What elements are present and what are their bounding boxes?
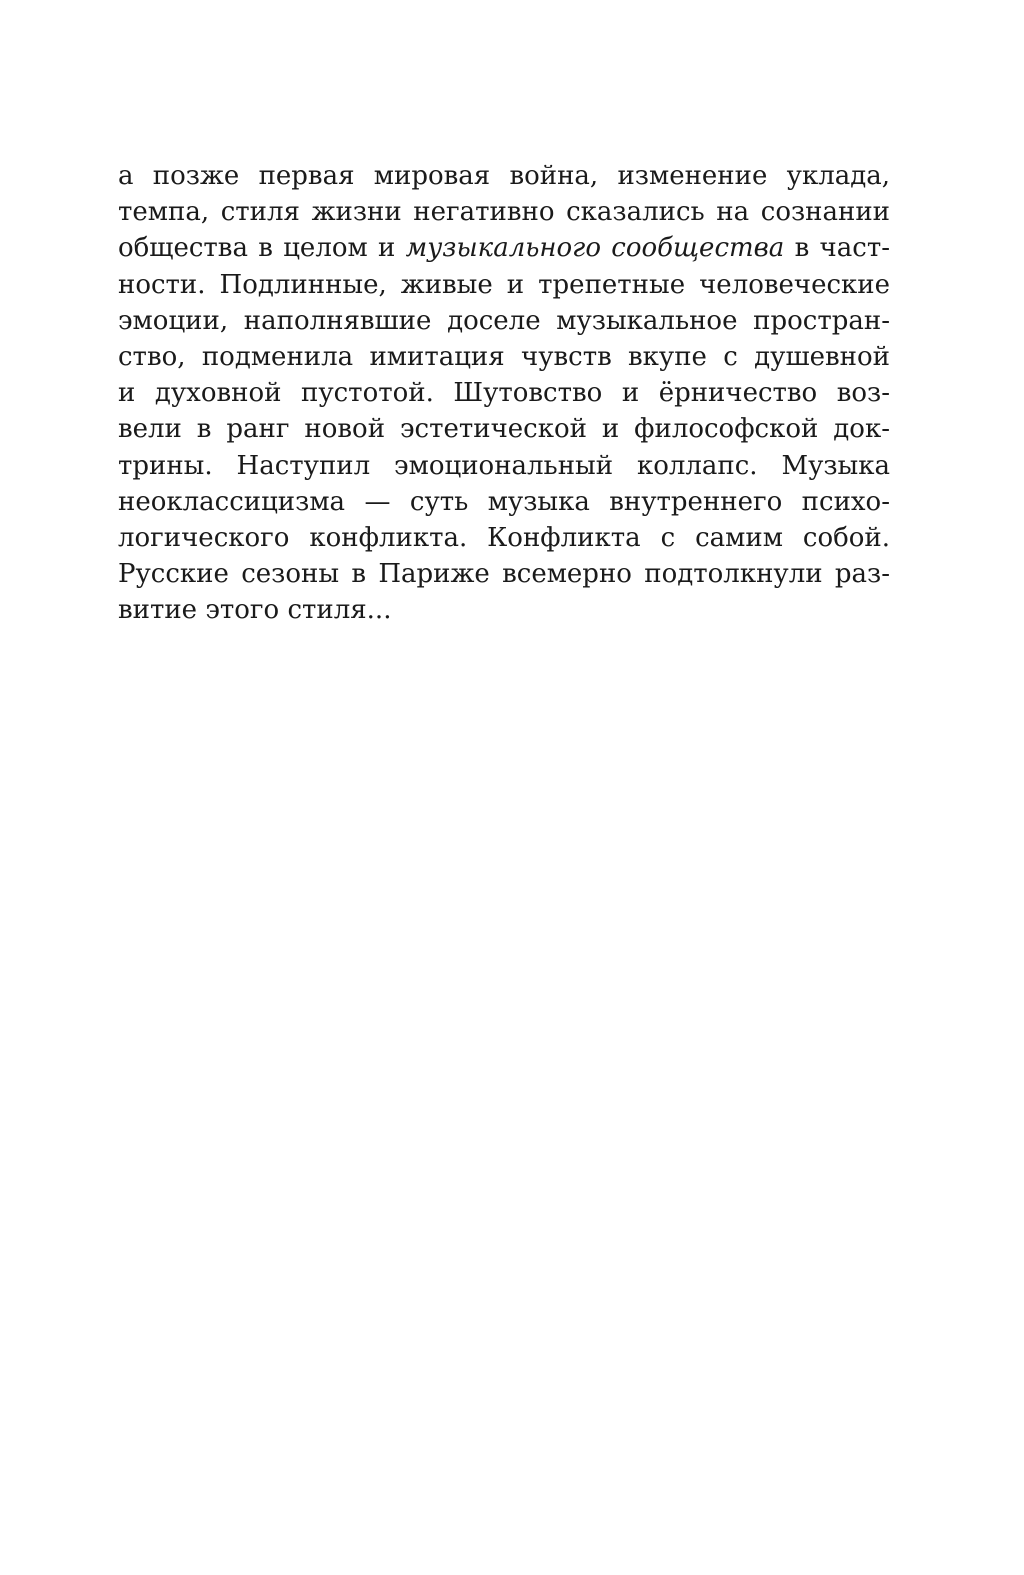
text-line: трины. Наступил эмоциональный коллапс. Музыка: [118, 450, 890, 481]
text-line: вели в ранг новой эстетической и философской док-: [118, 414, 890, 445]
text-line: Русские сезоны в Париже всемерно подтолкнули раз-: [118, 559, 890, 590]
text-line: и духовной пустотой. Шутовство и ёрничество воз-: [118, 378, 890, 409]
italic-phrase: музыкального сообщества: [405, 233, 785, 264]
text-segment: в част-: [784, 233, 890, 264]
text-line: витие этого стиля...: [118, 595, 392, 626]
text-line: а позже первая мировая война, изменение уклада,: [118, 161, 890, 191]
text-segment: общества в целом и: [118, 233, 406, 264]
text-line: ство, подменила имитация чувств вкупе с душевной: [118, 341, 890, 372]
text-line: эмоции, наполнявшие доселе музыкальное простран-: [118, 305, 890, 336]
text-line: ности. Подлинные, живые и трепетные человеческие: [118, 269, 890, 300]
text-line: логического конфликта. Конфликта с самим собой.: [118, 522, 890, 553]
text-line: темпа, стиля жизни негативно сказались на сознании: [118, 197, 890, 228]
text-line: [118, 230, 890, 266]
body-text: [118, 158, 890, 628]
text-line: неоклассицизма — суть музыка внутреннего психо-: [118, 486, 890, 517]
